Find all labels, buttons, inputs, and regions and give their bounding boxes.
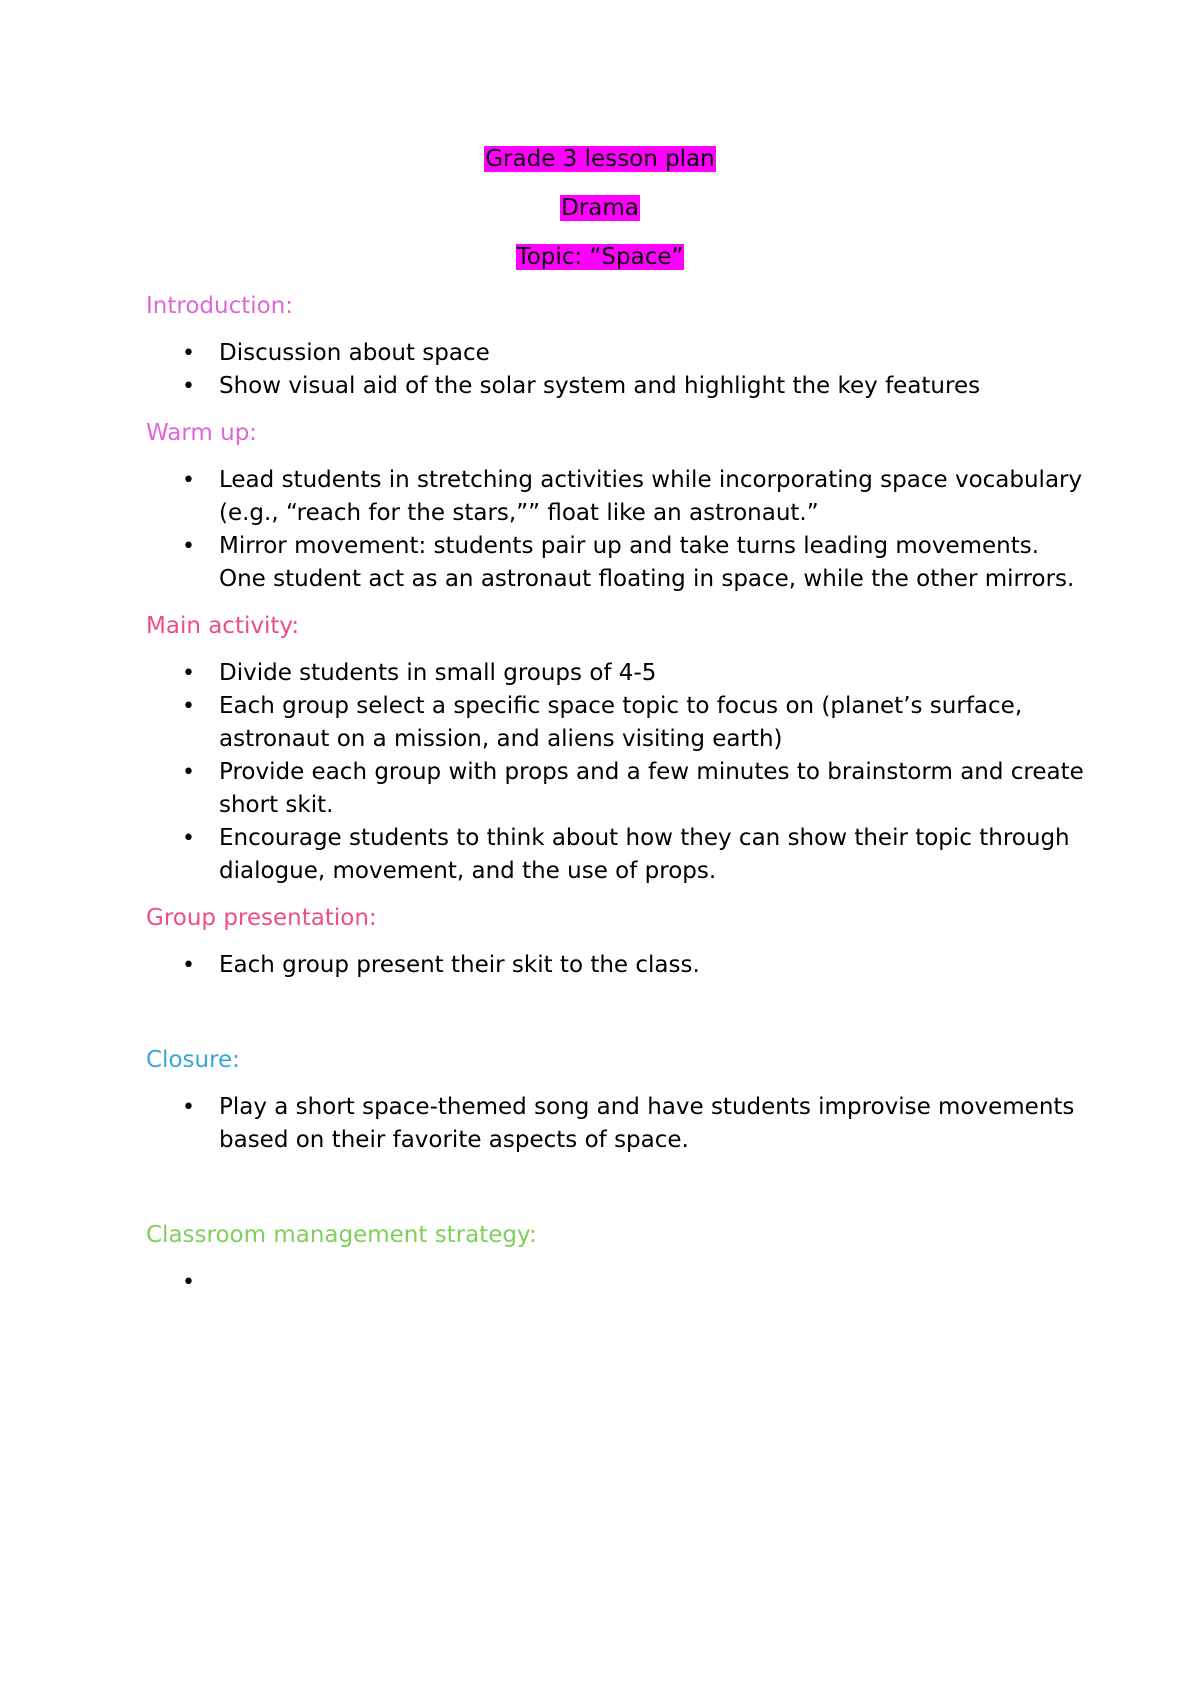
list-item [146,370,1086,403]
list-item [146,1266,1086,1299]
list-item-text: Divide students in small groups of 4-5 [219,660,657,686]
list-item [146,1091,1086,1157]
title-topic: Topic: “Space” [516,244,684,270]
list-item-text: Discussion about space [219,340,490,366]
list-item-text: Play a short space-themed song and have students improvise movements based on their favorite aspects of space. [219,1094,1075,1153]
bullet-icon: • [182,468,195,493]
title-subject: Drama [561,195,639,221]
list-item-text: Each group select a specific space topic to focus on (planet’s surface, astronaut on a mission, and aliens visiting earth) [219,693,1023,752]
bullet-list [146,337,1086,403]
section-introduction [146,290,1086,403]
title-grade: Grade 3 lesson plan [485,146,715,172]
section-heading: Closure: [146,1047,240,1073]
list-item-text: Provide each group with props and a few minutes to brainstorm and create short skit. [219,759,1084,818]
section-heading: Introduction: [146,293,294,319]
bullet-icon: • [182,953,195,978]
section-heading: Main activity: [146,613,300,639]
bullet-icon: • [182,534,195,559]
bullet-icon: • [182,661,195,686]
list-item-text [219,1269,226,1295]
section-heading: Warm up: [146,420,258,446]
bullet-icon: • [182,341,195,366]
section-group-presentation [146,902,1086,982]
title-block [0,143,1200,290]
list-item [146,530,1086,596]
list-item-text: Mirror movement: students pair up and take turns leading movements. One student act as an astronaut floating in space, while the other mirrors. [219,533,1075,592]
title-line-3 [0,241,1200,273]
list-item-text: Encourage students to think about how they can show their topic through dialogue, movement, and the use of props. [219,825,1070,884]
list-item [146,822,1086,888]
bullet-list [146,657,1086,888]
bullet-list [146,464,1086,596]
section-closure [146,1044,1086,1157]
bullet-icon: • [182,374,195,399]
list-item [146,690,1086,756]
empty-line [146,1171,1086,1219]
section-heading: Classroom management strategy: [146,1222,537,1248]
bullet-icon: • [182,760,195,785]
list-item [146,464,1086,530]
section-warm-up [146,417,1086,596]
lesson-content [146,290,1086,1313]
bullet-icon: • [182,826,195,851]
bullet-icon: • [182,694,195,719]
empty-line [146,996,1086,1044]
section-main-activity [146,610,1086,888]
bullet-icon: • [182,1270,195,1295]
bullet-list [146,1091,1086,1157]
list-item-text: Each group present their skit to the class. [219,952,700,978]
bullet-list [146,949,1086,982]
list-item [146,756,1086,822]
bullet-icon: • [182,1095,195,1120]
list-item-text: Show visual aid of the solar system and highlight the key features [219,373,981,399]
title-line-1 [0,143,1200,175]
section-heading: Group presentation: [146,905,377,931]
list-item [146,657,1086,690]
title-line-2 [0,192,1200,224]
bullet-list [146,1266,1086,1299]
section-classroom-management [146,1219,1086,1299]
list-item [146,949,1086,982]
list-item-text: Lead students in stretching activities while incorporating space vocabulary (e.g., “reach for the stars,”” float like an astronaut.” [219,467,1083,526]
list-item [146,337,1086,370]
